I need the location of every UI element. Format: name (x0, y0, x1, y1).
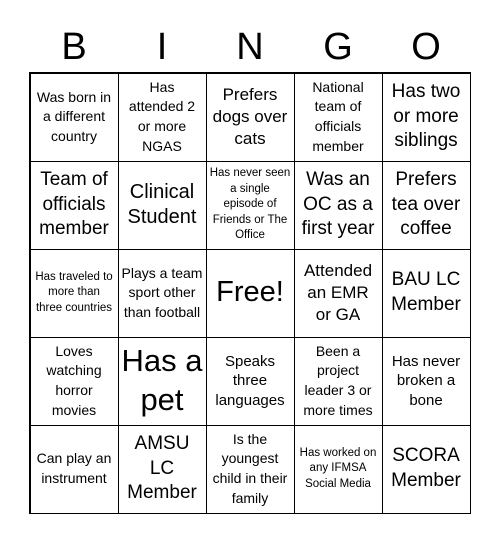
bingo-cell-r2-c2[interactable] (118, 161, 207, 250)
bingo-cell-r1-c1[interactable] (30, 73, 119, 162)
header-letter-b: B (61, 26, 87, 68)
cell-text: Clinical Student (127, 181, 197, 228)
cell-text: Has never seen a single episode of Friends or The Office (209, 167, 291, 242)
bingo-cell-free[interactable] (206, 249, 295, 338)
cell-text: Prefers dogs over cats (212, 84, 288, 149)
cell-text: Team of officials member (39, 168, 109, 240)
bingo-cell-r4-c1[interactable] (30, 337, 119, 426)
bingo-cell-r2-c1[interactable] (30, 161, 119, 250)
bingo-cell-r4-c2[interactable] (118, 337, 207, 426)
bingo-cell-r2-c5[interactable] (382, 161, 471, 250)
cell-text: Was an OC as a first year (301, 168, 375, 240)
bingo-cell-r5-c2[interactable] (118, 425, 207, 514)
cell-text: SCORA Member (391, 445, 461, 491)
header-letter-o: O (411, 26, 441, 68)
bingo-cell-r1-c3[interactable] (206, 73, 295, 162)
cell-text: Has a pet (121, 343, 203, 417)
cell-text: Plays a team sport other than football (121, 264, 203, 320)
bingo-cell-r5-c5[interactable] (382, 425, 471, 514)
bingo-cell-r3-c1[interactable] (30, 249, 119, 338)
bingo-cell-r4-c5[interactable] (382, 337, 471, 426)
cell-text: BAU LC Member (391, 269, 461, 315)
cell-text: Loves watching horror movies (46, 342, 102, 418)
bingo-cell-r1-c4[interactable] (294, 73, 383, 162)
header-letter-g: G (323, 26, 353, 68)
cell-text: National team of officials member (312, 78, 364, 154)
cell-text: Speaks three languages (215, 352, 285, 409)
bingo-cell-r3-c2[interactable] (118, 249, 207, 338)
bingo-cell-r2-c4[interactable] (294, 161, 383, 250)
bingo-cell-r1-c5[interactable] (382, 73, 471, 162)
cell-text: Attended an EMR or GA (303, 260, 373, 325)
cell-text: Is the youngest child in their family (212, 430, 288, 506)
cell-text: AMSU LC Member (127, 432, 197, 504)
bingo-cell-r3-c4[interactable] (294, 249, 383, 338)
bingo-cell-r2-c3[interactable] (206, 161, 295, 250)
bingo-cell-r5-c1[interactable] (30, 425, 119, 514)
cell-text: Been a project leader 3 or more times (303, 342, 373, 418)
bingo-cell-r4-c3[interactable] (206, 337, 295, 426)
cell-text: Has never broken a bone (391, 352, 461, 409)
header-letter-n: N (236, 26, 264, 68)
cell-text: Free! (216, 276, 284, 309)
cell-text: Has worked on any IFMSA Social Media (299, 446, 377, 490)
cell-text: Has traveled to more than three countries (35, 270, 113, 314)
header-letter-i: I (156, 26, 168, 68)
bingo-card (29, 72, 471, 514)
bingo-header (30, 22, 470, 72)
cell-text: Has two or more siblings (391, 80, 461, 152)
bingo-cell-r3-c5[interactable] (382, 249, 471, 338)
bingo-cell-r5-c3[interactable] (206, 425, 295, 514)
bingo-cell-r4-c4[interactable] (294, 337, 383, 426)
cell-text: Prefers tea over coffee (391, 168, 461, 240)
cell-text: Was born in a different country (36, 88, 112, 144)
cell-text: Has attended 2 or more NGAS (128, 78, 196, 154)
bingo-cell-r5-c4[interactable] (294, 425, 383, 514)
bingo-cell-r1-c2[interactable] (118, 73, 207, 162)
cell-text: Can play an instrument (36, 450, 112, 486)
